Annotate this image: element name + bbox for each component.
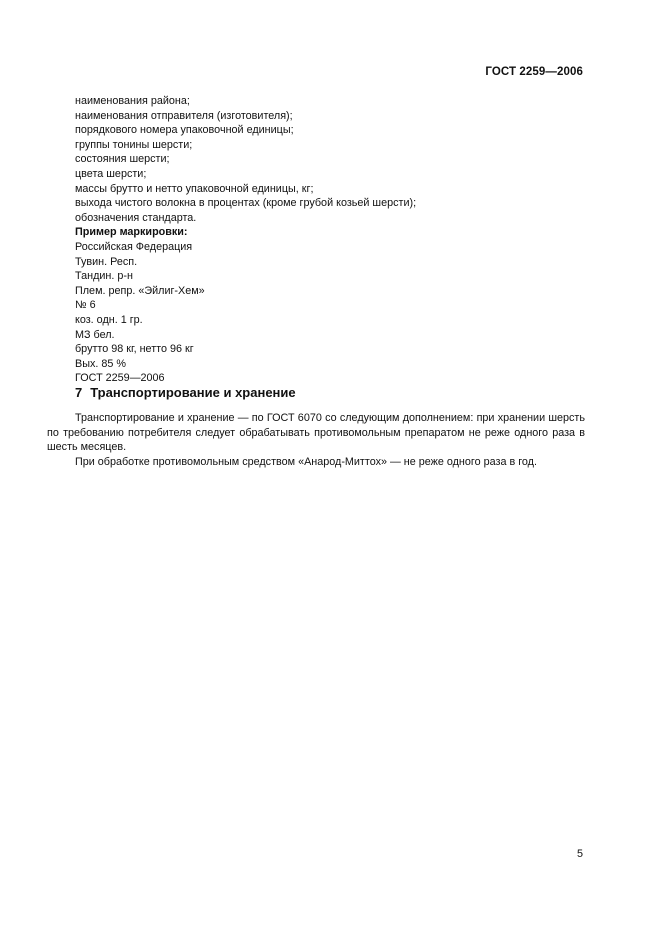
section-title: Транспортирование и хранение (90, 385, 296, 400)
list-item: массы брутто и нетто упаковочной единицы, кг; (75, 182, 314, 195)
document-code-header: ГОСТ 2259—2006 (485, 66, 583, 78)
example-line: МЗ бел. (75, 328, 115, 341)
list-item: группы тонины шерсти; (75, 138, 193, 151)
example-line: Тандин. р-н (75, 270, 133, 283)
example-line: Тувин. Респ. (75, 255, 138, 268)
example-line: брутто 98 кг, нетто 96 кг (75, 343, 194, 356)
example-line: Плем. репр. «Эйлиг-Хем» (75, 284, 205, 297)
page-number: 5 (577, 848, 584, 860)
example-line: коз. одн. 1 гр. (75, 313, 143, 326)
list-item: обозначения стандарта. (75, 211, 197, 224)
example-line: Российская Федерация (75, 240, 193, 253)
list-item: выхода чистого волокна в процентах (кроме грубой козьей шерсти); (75, 197, 417, 210)
example-line: № 6 (75, 299, 96, 312)
section-heading (75, 385, 296, 400)
list-item: состояния шерсти; (75, 153, 170, 166)
list-item: цвета шерсти; (75, 167, 147, 180)
paragraph: Транспортирование и хранение — по ГОСТ 6070 со следующим дополнением: при хранении шерсть по требованию потребителя следует обрабатывать противомольным препаратом не реже одного раза в шесть месяцев. (47, 412, 585, 454)
example-heading: Пример маркировки: (75, 226, 188, 239)
paragraph: При обработке противомольным средством «Анарод-Миттох» — не реже одного раза в год. (75, 455, 537, 468)
list-item: порядкового номера упаковочной единицы; (75, 124, 294, 137)
section-number: 7 (75, 385, 83, 400)
example-line: ГОСТ 2259—2006 (75, 372, 165, 385)
list-item: наименования отправителя (изготовителя); (75, 109, 293, 122)
section-body (47, 411, 585, 469)
marking-list (75, 94, 585, 386)
example-line: Вых. 85 % (75, 357, 126, 370)
list-item: наименования района; (75, 95, 190, 107)
